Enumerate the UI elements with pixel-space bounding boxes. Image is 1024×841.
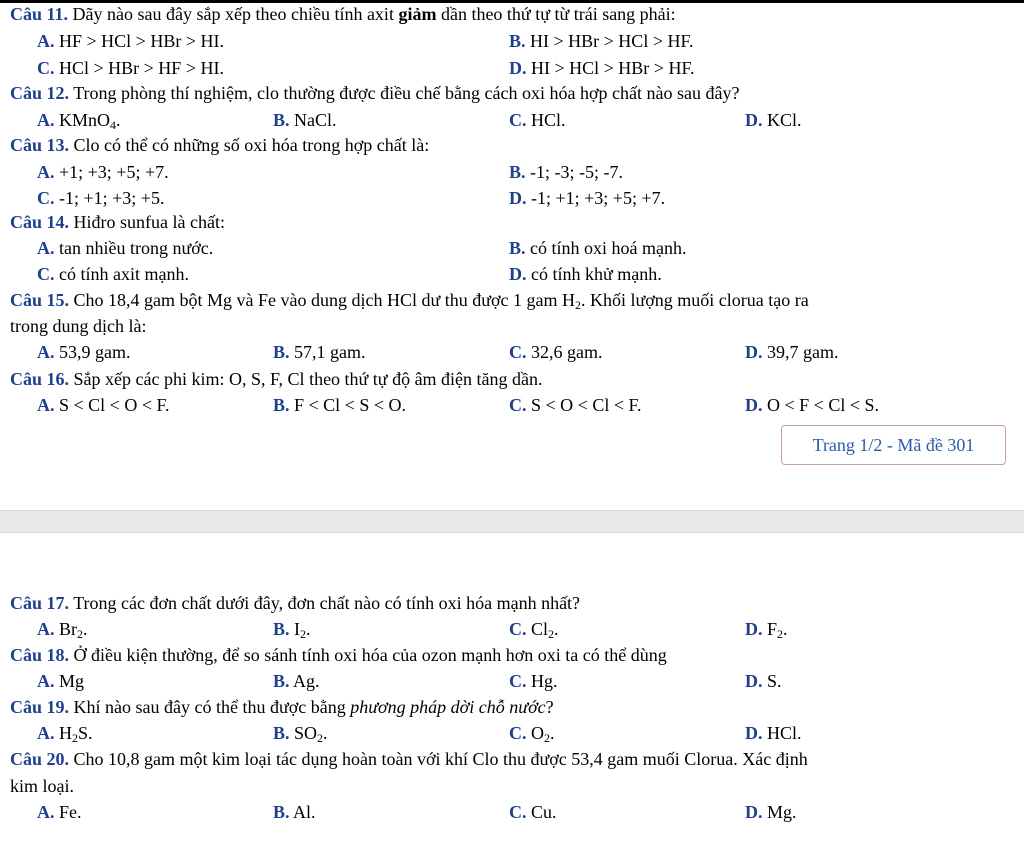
question-number: Câu 16. (10, 369, 70, 389)
option-a: A. $H_2S$. (37, 723, 93, 745)
emphasis-phrase: phương pháp dời chỗ nước (350, 697, 546, 717)
option-b: B. $SO_2$. (273, 723, 328, 745)
option-d: D. S. (745, 671, 782, 691)
option-d: D. Mg. (745, 802, 797, 822)
option-d: D. $F_2$. (745, 619, 788, 641)
option-b: B. $I_2$. (273, 619, 311, 641)
option-b: B. HI > HBr > HCl > HF. (509, 31, 694, 51)
question-number: Câu 12. (10, 83, 70, 103)
option-a: A. Mg (37, 671, 85, 691)
question-number: Câu 18. (10, 645, 70, 665)
option-c: C. Cu. (509, 802, 557, 822)
question-number: Câu 20. (10, 749, 70, 769)
page-separator (0, 510, 1024, 533)
page-footer-label: Trang 1/2 - Mã đề 301 (781, 425, 1006, 465)
option-b: B. Ag. (273, 671, 320, 691)
option-d: D. KCl. (745, 110, 802, 130)
option-a: A. HF > HCl > HBr > HI. (37, 31, 224, 51)
emphasis-word: giảm (398, 4, 437, 24)
option-c: C. $Cl_2$. (509, 619, 559, 641)
option-d: D. HI > HCl > HBr > HF. (509, 58, 695, 78)
option-b: B. Al. (273, 802, 316, 822)
option-b: B. có tính oxi hoá mạnh. (509, 238, 687, 258)
option-a: A. 53,9 gam. (37, 342, 131, 362)
question-number: Câu 15. (10, 290, 70, 310)
option-d: D. -1; +1; +3; +5; +7. (509, 188, 666, 208)
option-c: C. -1; +1; +3; +5. (37, 188, 165, 208)
option-a: A. KMnO$_4$. (37, 110, 121, 132)
exam-page-2 (0, 533, 1024, 841)
option-a: A. Fe. (37, 802, 82, 822)
question-13-stem: Câu 13. Clo có thể có những số oxi hóa trong hợp chất là: (10, 135, 430, 155)
option-a: A. +1; +3; +5; +7. (37, 162, 169, 182)
question-12-stem: Câu 12. Trong phòng thí nghiệm, clo thường được điều chế bằng cách oxi hóa hợp chất nào sau đây? (10, 83, 740, 103)
question-number: Câu 11. (10, 4, 69, 24)
option-a: A. S < Cl < O < F. (37, 395, 170, 415)
question-14-stem: Câu 14. Hiđro sunfua là chất: (10, 212, 225, 232)
option-b: B. NaCl. (273, 110, 337, 130)
option-c: C. HCl > HBr > HF > HI. (37, 58, 224, 78)
question-16-stem: Câu 16. Sắp xếp các phi kim: O, S, F, Cl theo thứ tự độ âm điện tăng dần. (10, 369, 543, 389)
question-18-stem: Câu 18. Ở điều kiện thường, để so sánh tính oxi hóa của ozon mạnh hơn oxi ta có thể dùng (10, 645, 667, 665)
option-c: C. HCl. (509, 110, 566, 130)
question-number: Câu 14. (10, 212, 70, 232)
question-20-stem: Câu 20. Cho 10,8 gam một kim loại tác dụng hoàn toàn với khí Clo thu được 53,4 gam muối Clorua. Xác định (10, 749, 808, 769)
option-d: D. có tính khử mạnh. (509, 264, 662, 284)
option-d: D. HCl. (745, 723, 802, 743)
option-c: C. Hg. (509, 671, 558, 691)
question-number: Câu 13. (10, 135, 70, 155)
question-15-stem: Câu 15. Cho 18,4 gam bột Mg và Fe vào dung dịch HCl dư thu được 1 gam $H_2$. Khối lượng muối clorua tạo ra (10, 290, 809, 312)
option-a: A. $Br_2$. (37, 619, 88, 641)
question-number: Câu 19. (10, 697, 70, 717)
option-b: B. -1; -3; -5; -7. (509, 162, 623, 182)
option-d: D. O < F < Cl < S. (745, 395, 879, 415)
option-c: C. 32,6 gam. (509, 342, 603, 362)
option-b: B. 57,1 gam. (273, 342, 366, 362)
question-11-stem: Câu 11. Dãy nào sau đây sắp xếp theo chiều tính axit giảm dần theo thứ tự từ trái sang phải: (10, 4, 676, 24)
option-a: A. tan nhiều trong nước. (37, 238, 214, 258)
question-17-stem: Câu 17. Trong các đơn chất dưới đây, đơn chất nào có tính oxi hóa mạnh nhất? (10, 593, 581, 613)
option-c: C. có tính axit mạnh. (37, 264, 189, 284)
question-20-stem-continued: kim loại. (10, 776, 74, 796)
option-c: C. $O_2$. (509, 723, 555, 745)
option-c: C. S < O < Cl < F. (509, 395, 642, 415)
option-b: B. F < Cl < S < O. (273, 395, 406, 415)
question-15-stem-continued: trong dung dịch là: (10, 316, 147, 336)
option-d: D. 39,7 gam. (745, 342, 839, 362)
question-number: Câu 17. (10, 593, 70, 613)
question-19-stem: Câu 19. Khí nào sau đây có thể thu được bằng phương pháp dời chỗ nước? (10, 697, 554, 717)
